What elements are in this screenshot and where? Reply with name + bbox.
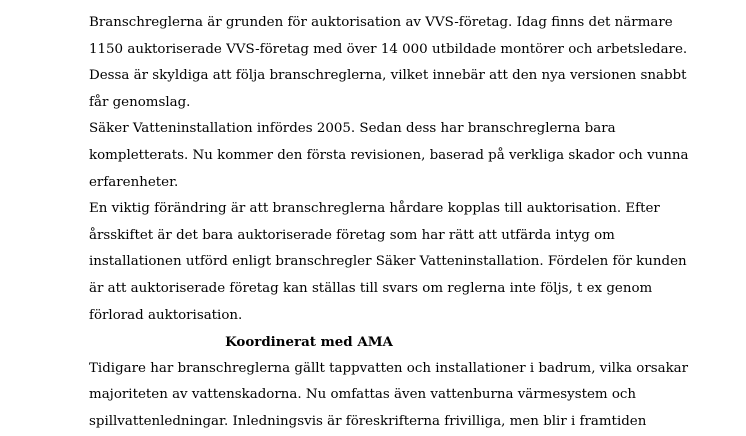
paragraph-scope [89, 356, 689, 436]
text-line: är att auktoriserade företag kan ställas till svars om reglerna inte följs, t ex genom [89, 280, 653, 296]
text-line: Dessa är skyldiga att följa branschreglerna, vilket innebär att den nya versionen snabbt [89, 68, 687, 84]
text-line: får genomslag. [89, 94, 191, 110]
text-line: Säker Vatteninstallation infördes 2005. Sedan dess har branschreglerna bara [89, 121, 616, 137]
paragraph-history [89, 116, 689, 196]
text-line: En viktig förändring är att branschreglerna hårdare kopplas till auktorisation. Efter [89, 201, 660, 217]
text-line: 1150 auktoriserade VVS-företag med över 14 000 utbildade montörer och arbetsledare. [89, 41, 688, 57]
text-line: installationen utförd enligt branschregler Säker Vatteninstallation. Fördelen för kunden [89, 254, 687, 270]
text-line: spillvattenledningar. Inledningsvis är föreskrifterna frivilliga, men blir i framtiden [89, 413, 647, 429]
text-line: majoriteten av vattenskadorna. Nu omfattas även vattenburna värmesystem och [89, 387, 637, 403]
paragraph-auktorisation [89, 10, 689, 116]
text-line: erfarenheter. [89, 174, 179, 190]
text-line: kompletterats. Nu kommer den första revisionen, baserad på verkliga skador och vunna [89, 147, 689, 163]
document-body [89, 10, 689, 436]
section-heading: Koordinerat med AMA [225, 334, 393, 351]
text-line: Branschreglerna är grunden för auktorisation av VVS-företag. Idag finns det närmare [89, 15, 673, 30]
text-line: årsskiftet är det bara auktoriserade företag som har rätt att utfärda intyg om [89, 227, 615, 243]
paragraph-change [89, 196, 689, 329]
text-line: förlorad auktorisation. [89, 307, 243, 323]
text-line: Tidigare har branschreglerna gällt tappvatten och installationer i badrum, vilka orsakar [89, 360, 689, 376]
